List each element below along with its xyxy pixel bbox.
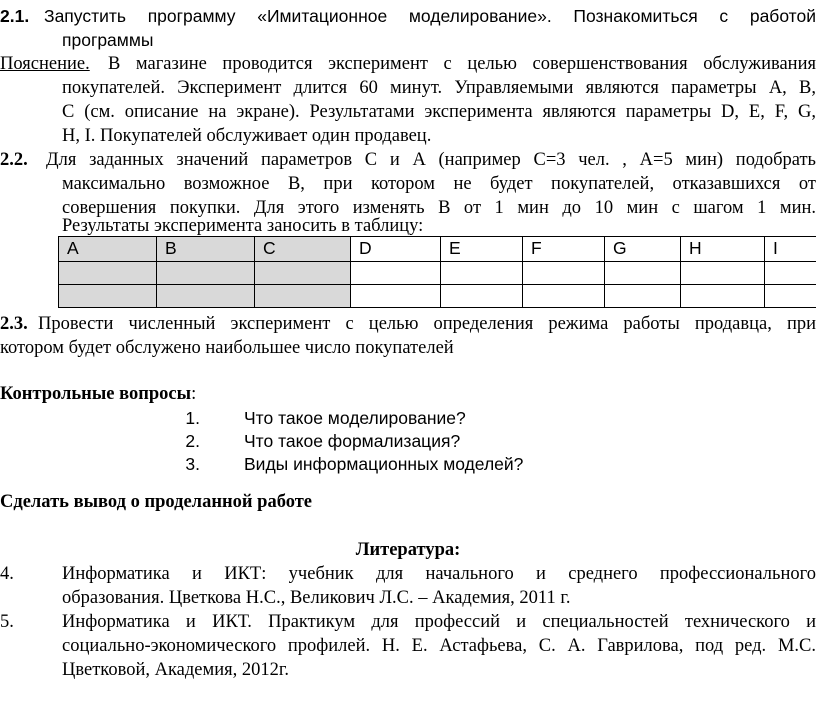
table-header-e: E xyxy=(441,237,523,262)
table-cell xyxy=(765,285,816,308)
table-cell xyxy=(157,262,255,285)
literature-5-line-1: Информатика и ИКТ. Практикум для профессий и специальностей технического и xyxy=(62,612,816,632)
task-2-2-number: 2.2. xyxy=(0,150,28,170)
table-cell xyxy=(157,285,255,308)
table-cell xyxy=(441,262,523,285)
literature-title: Литература: xyxy=(355,540,461,560)
question-text-1: Что такое моделирование? xyxy=(244,408,466,428)
question-number-1: 1. xyxy=(185,408,200,428)
table-cell xyxy=(765,262,816,285)
task-2-2-line-3: совершения покупки. Для этого изменять В от 1 мин до 10 мин с шагом 1 мин. xyxy=(62,198,816,218)
task-2-2-line-4: Результаты эксперимента заносить в таблицу: xyxy=(62,216,424,236)
table-cell xyxy=(59,285,157,308)
table-header-f: F xyxy=(523,237,605,262)
table-cell xyxy=(441,285,523,308)
literature-5-line-2: социально-экономического профилей. Н. Е. Астафьева, С. А. Гаврилова, под ред. М.С. xyxy=(62,636,816,656)
task-2-3-number: 2.3. xyxy=(0,314,28,334)
question-number-2: 2. xyxy=(185,431,200,451)
task-2-3-line-1: Провести численный эксперимент с целью определения режима работы продавца, при xyxy=(38,314,816,334)
question-text-3: Виды информационных моделей? xyxy=(244,454,524,474)
task-2-1-text: Запустить программу «Имитационное моделирование». Познакомиться с работой xyxy=(44,6,816,26)
table-cell xyxy=(351,285,441,308)
table-header-b: В xyxy=(157,237,255,262)
table-cell xyxy=(605,285,681,308)
literature-4-line-2: образования. Цветкова Н.С., Великович Л.С. – Академия, 2011 г. xyxy=(62,588,571,608)
task-2-2-line-1: Для заданных значений параметров С и А (например С=3 чел. , А=5 мин) подобрать xyxy=(46,150,816,170)
conclusion-heading: Сделать вывод о проделанной работе xyxy=(0,492,313,512)
literature-5-line-3: Цветковой, Академия, 2012г. xyxy=(62,660,289,680)
results-table xyxy=(58,236,816,308)
table-cell xyxy=(255,262,351,285)
table-cell xyxy=(59,262,157,285)
explanation-line-1: В магазине проводится эксперимент с целью совершенствования обслуживания xyxy=(108,54,816,74)
task-2-1-text-cont: программы xyxy=(62,30,154,50)
table-cell xyxy=(523,262,605,285)
table-cell xyxy=(605,262,681,285)
table-cell xyxy=(255,285,351,308)
table-header-h: H xyxy=(681,237,765,262)
table-header-c: С xyxy=(255,237,351,262)
table-header-a: А xyxy=(59,237,157,262)
table-row xyxy=(59,262,816,285)
questions-title: Контрольные вопросы: xyxy=(0,384,197,404)
literature-number-5: 5. xyxy=(0,612,14,632)
table-cell xyxy=(523,285,605,308)
question-number-3: 3. xyxy=(185,454,200,474)
explanation-line-3: С (см. описание на экране). Результатами эксперимента являются параметры D, E, F, G, xyxy=(62,102,816,122)
explanation-line-4: H, I. Покупателей обслуживает один продавец. xyxy=(62,126,432,146)
table-cell xyxy=(351,262,441,285)
table-header-d: D xyxy=(351,237,441,262)
literature-number-4: 4. xyxy=(0,564,14,584)
table-row xyxy=(59,285,816,308)
task-2-3-line-2: котором будет обслужено наибольшее число покупателей xyxy=(0,338,454,358)
questions-title-colon: : xyxy=(191,384,197,404)
explanation-label: Пояснение. xyxy=(0,54,90,74)
task-2-1-number: 2.1. xyxy=(0,6,30,26)
question-text-2: Что такое формализация? xyxy=(244,431,461,451)
explanation-line-2: покупателей. Эксперимент длится 60 минут. Управляемыми являются параметры А, В, xyxy=(62,78,816,98)
table-header-i: I xyxy=(765,237,816,262)
table-header-g: G xyxy=(605,237,681,262)
table-cell xyxy=(681,285,765,308)
literature-4-line-1: Информатика и ИКТ: учебник для начального и среднего профессионального xyxy=(62,564,816,584)
table-cell xyxy=(681,262,765,285)
task-2-2-line-2: максимально возможное В, при котором не будет покупателей, отказавшихся от xyxy=(62,174,816,194)
table-header-row xyxy=(59,237,816,262)
